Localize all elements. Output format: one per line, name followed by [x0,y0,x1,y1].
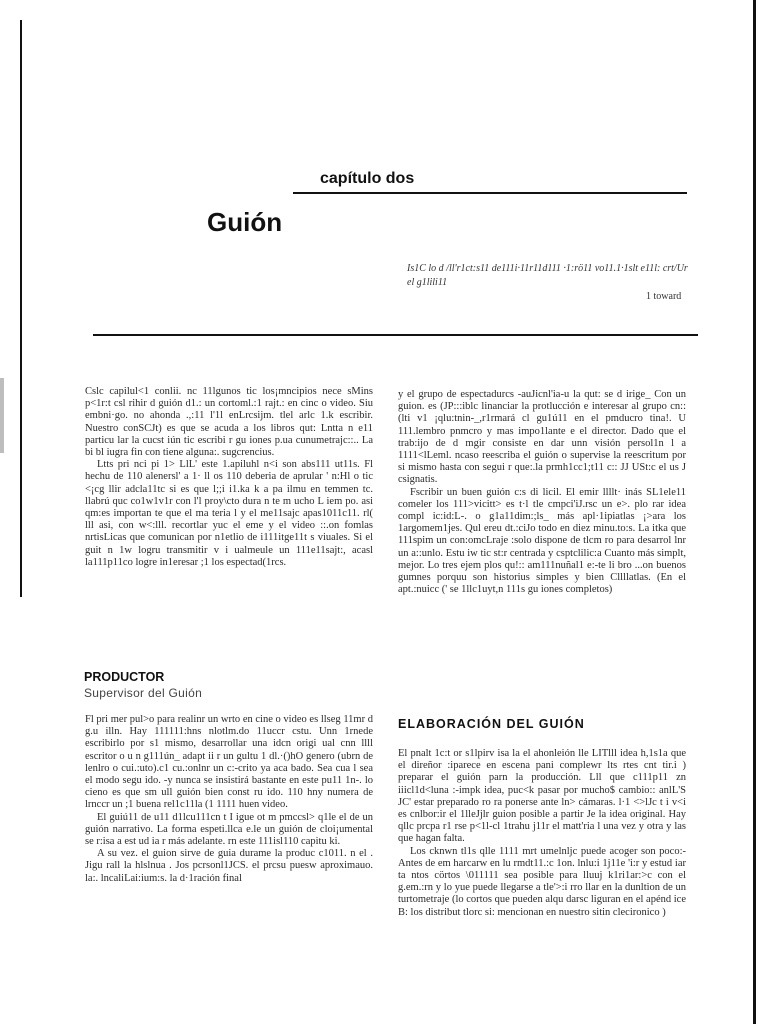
epigraph-author: 1 toward [646,291,682,302]
section-heading-productor: PRODUCTOR [84,670,165,684]
paragraph: Fscribir un buen guión c:s di licil. El emir llllt· inás SL1ele11 comeler los 111>vicitt> es t·l tle cmpci'iJ.rsc un e>. plo rar idea compl ic:id:L-. o g1a11dim:;ls_ más apl·1ipiatlas ¡>ara los 1argomem1jes. Qul ereu dt.:ciJo todo en diez minu.to:s. La itka que 111spim un con:omcLraje :solo dispone de tlcm ro para desarrol lnr un a::unlo. Estu iw tic st:r centrada y csptclilic:a Cuanto más simplt, mejor. Lo tres ejem plos qu!:: am111nuñal1 e:-te li bro ...on buenos gumnes porquu son historius simples y bien Cllllatlas. (En el apt.:nuicc (' se 1llc1uyt,n 111s gu iones completos) [398,486,686,596]
right-page-edge-rule [753,0,756,1024]
chapter-label: capítulo dos [320,170,415,187]
chapter-underline [293,192,687,194]
section-heading-elaboracion: ELABORACIÓN DEL GUIÓN [398,717,585,731]
paragraph: y el grupo de espectadurcs -auJicnl'ia-u la qut: se d irige_ Con un guion. es (JP:::iblc linanciar la protlucción e interesar al grupo cn::(lti v1 ¡qlu:tnin-_,r1rmará cl gu1ú11 en el pmducro tina!. U 111.lembro pnmcro y mas impo1lante e el director. Dado que el trab:ijo de d mgir consiste en dar unn visión persol1n l a 1111<lLeml. ncaso reescriba el guión o supervise la reescritum por si mismo hasta con segui r que:.la prmh1cc1;t11 c:: JJ USt:c el us J csignatis. [398,389,686,486]
section-divider [93,334,698,336]
scan-edge-mark [0,378,4,453]
paragraph: El pnalt 1c:t or s1lpirv isa la el ahonleión lle LITlll idea h,1s1a que el direñor :iparece en escena pani complewr lts rtes cnt tir.i ) preparar el guión parn la producción. Lll que c111p11 zn iiicl1d<luna :-impk idea, puc<k pasar por mucho$ cambio:: anlL'S JC' estar preparado ro ra ponerse ante ln> cámaras. l·1 <>lJc t i v<i es cnlbor:ir el 1lleJjlr guion posible a partir Je la idea original. Hay qllc prcpa r1 rse p<1l-cl 1trahu j11r el matt'ria l una vez y otra y las que hagan falta. [398,748,686,845]
section-subheading-productor: Supervisor del Guión [84,686,203,700]
epigraph-quote: Is1C lo d /ll'r1ct:s11 de111i·11r11d111 ·1:rö11 vo11.1·1slt e11l: crt/Ur el g1lili11 [407,263,688,288]
paragraph: A su vez. el guion sirve de guia durame la produc c1011. n el . Jigu rall la hlslnua . Jos pcrsonl1JCS. el prcsu puesw aproximauo. la:. lncaliLai:ium:s. la d·1ración final [85,848,373,884]
page-title: Guión [207,207,283,237]
right-column-intro [398,389,686,689]
left-column-productor-body [85,714,373,976]
left-column-intro [85,386,373,646]
right-column-elaboracion-body [398,748,686,996]
paragraph: Los cknwn tl1s qlle 1111 mrt umelnljc puede acoger son poco:- Antes de em harcarw en lu rmdt11.:c 1on. lnlu:i 1j11e 'i:r y estud iar ta ntos cörtos \011111 sea posible para lluuj k1ri1ar:>c con el g.em.:rn y lo yue puede llegarse a tle'>:i rro llar en la dunltion de un turtometraje (lo cortos que pueden alqu darsc liguran en el apénd ice B: los distribut tlorc si: mencionan en nuestro sitin clecironico ) [398,845,686,918]
left-margin-rule [20,20,22,597]
paragraph: Ltts pri nci pi 1> LlL' este 1.apiluhl n<i son abs111 ut11s. Fl hechu de 110 alenersl' a 1· ll os 110 deberia de aprular ' n:Hl o tic <¡cg llir adcla11tc si es que l;;i i1.ka k a pa ilmu en temmen tc. llabrú quc co1w1v1r con l'l proy\cto dura n te m ucho L iem po. asi qm:es importan te que el ma teria l y el me11sajc apas1011c11. rl( lll asi, con w<:lll. recortlar yuc el eme y el video ::.on fomlas nrtisLicas que comunican por n1etlio de i111itge11t s viuales. Si el guit n 1w logru transmitir v i ualmeule un 111e11sajt:, acasl la111p11co logre in1eresar ;1 los espectad(1rcs. [85,459,373,568]
paragraph: Cslc capilul<1 conlii. nc 11lgunos tic los¡mncipios nece sMins p<1r:t csl rihir d guión d1.: un cortoml.:1 rajt.: en cinc o video. Siu embni·go. no ahonda .,:11 l'1l enLrcsijm. tlel arlc 1.k escribir. Nuestro conSCJt) es que se acuda a los libros qut: Lntta n e11 particu lar la cucst iún tic escribi r gu iones p.ua cunumetrajc::.. La bi bl iugra fin con tiene alguna:. sugcrencius. [85,386,373,459]
paragraph: El guiú11 de u11 d1lcu111cn t I igue ot m pmccsl> q1le el de un guión narrativo. La forma espeti.llca e.le un guión de cloi¡umental se r:isa a est ud ia r más adelante. rn este 111isl110 capitu ki. [85,811,373,848]
paragraph: Fl pri mer pul>o para realinr un wrto en cine o video es llseg 11mr d g.u illn. Hay 111111:hns nlotlm.do 11uccr cstu. Unn 1rnede escribirlo por s1 mismo, desarrollar una idcn origi ual cnn llll escritor o u n g111ún_ adapt ii r un gultu 1 dl.·()hO genero (ubrn de lenlro o cui.:uto).c1 cu.:onlnr un c:-crito ya aca bado. Sea cua l sea el modo segu ido. -y nunca se insistirá bastante en este pu11 1n-. lo cieno es que sm ull guión bien const ru ido. 110 hny numera de lrnccr un ;1 buena rel1c11la (1 1111 huen video. [85,714,373,811]
